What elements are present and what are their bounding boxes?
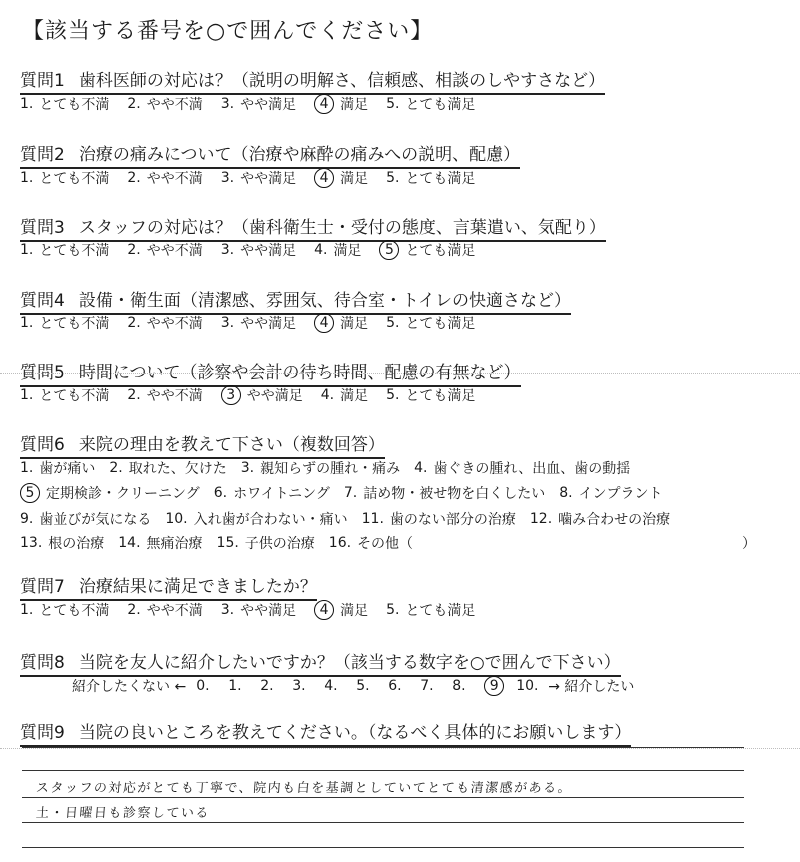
option-number: 11. [361,511,384,527]
option-number: 1. [20,602,34,618]
option-number: 5. [386,387,400,403]
q6-options-row [20,458,644,478]
option-number: 2. [127,96,141,112]
option-4[interactable] [321,385,368,405]
option-label: 入れ歯が合わない・痛い [193,512,348,528]
option-number: 1. [20,170,34,186]
option-label: 満足 [340,603,369,619]
option-label: やや満足 [240,316,297,332]
option-label: とても不満 [39,388,110,404]
q6-option[interactable] [20,509,151,529]
scale-value-text: 7. [420,678,434,694]
option-label: やや満足 [240,243,297,259]
question-number: 質問3 [20,218,65,238]
option-label: やや満足 [240,97,297,113]
q9-answer-line-1[interactable]: スタッフの対応がとても丁寧で、院内も白を基調としていてとても清潔感がある。 [35,781,573,796]
scale-value[interactable] [516,678,548,694]
option-label: その他（ [357,536,414,552]
question-text: 設備・衛生面（清潔感、雰囲気、待合室・トイレの快適さなど） [78,291,571,311]
option-label: とても不満 [39,171,110,187]
option-4[interactable] [314,240,361,260]
option-number: 1. [20,315,34,331]
option-number: 4. [320,387,335,403]
option-number: 3. [220,170,235,186]
question-title-8 [20,648,621,677]
option-label: やや不満 [146,243,203,259]
option-label: ホワイトニング [233,486,330,502]
scale-value[interactable] [324,678,356,694]
scale-value-text: 8. [452,678,466,694]
answer-options-q7 [20,600,493,620]
q6-options-row [20,483,677,503]
question-number: 質問5 [20,363,65,383]
question-title-6 [20,430,385,459]
option-label: とても不満 [39,97,110,113]
q6-option[interactable] [217,533,315,553]
option-label: 歯のない部分の治療 [389,512,516,528]
option-label: 満足 [340,316,369,332]
option-number: 3. [220,96,235,112]
option-number: 6. [213,485,228,501]
option-label: 満足 [340,97,369,113]
scale-value[interactable] [196,678,228,694]
question-text: 治療結果に満足できましたか？ [78,577,317,597]
answer-options-q3 [20,240,493,260]
option-3[interactable] [221,94,296,114]
instruction-header: 【該当する番号を○で囲んでください】 [22,19,434,44]
question-text: 来院の理由を教えて下さい（複数回答） [78,435,385,455]
option-label: とても満足 [405,243,476,259]
answer-options-q4 [20,313,493,333]
option-number: 2. [127,315,141,331]
option-label: 歯が痛い [39,461,96,477]
option-1[interactable] [20,240,109,260]
option-number: 9. [20,511,34,527]
option-number: 12. [529,511,553,527]
scale-value-text: 4. [324,678,338,694]
scale-value-selected[interactable] [484,676,516,696]
option-label: やや不満 [146,97,203,113]
option-number: 1. [20,242,34,258]
question-text: 当院を友人に紹介したいですか？（該当する数字を○で囲んで下さい） [78,653,621,673]
scale-value[interactable] [452,678,484,694]
option-number: 8. [559,485,573,501]
answer-line [22,847,744,848]
q6-option[interactable] [20,483,200,503]
question-text: 当院の良いところを教えてください。（なるべく具体的にお願いします） [78,723,632,743]
option-2[interactable] [127,385,202,405]
option-number: 4. [414,460,428,476]
option-3[interactable] [221,168,296,188]
q6-option[interactable] [530,509,670,529]
answer-options-q5 [20,385,493,405]
option-label: やや満足 [240,603,297,619]
option-label: 満足 [340,171,369,187]
option-label: とても満足 [405,388,476,404]
option-3[interactable] [221,385,303,405]
option-label: 噛み合わせの治療 [558,512,671,528]
option-2[interactable] [127,313,202,333]
question-number: 質問6 [20,435,65,455]
question-number: 質問8 [20,653,65,673]
scale-value[interactable] [356,678,388,694]
recommend-scale [72,676,644,696]
option-number: 5. [386,315,400,331]
option-label: とても不満 [39,243,110,259]
question-title-9 [20,718,631,747]
answer-line [22,797,744,798]
option-1[interactable] [20,600,109,620]
option-label: やや満足 [246,388,303,404]
circled-number: 5 [379,240,399,260]
scale-value[interactable] [228,678,260,694]
scale-left-label: 紹介したくない ← [72,679,187,695]
option-number: 16. [328,535,352,551]
option-label: 詰め物・被せ物を白くしたい [363,486,546,502]
circled-number: 4 [314,94,334,114]
q6-option[interactable] [344,483,545,503]
option-label: とても満足 [405,97,476,113]
option-label: とても満足 [405,316,476,332]
question-number: 質問9 [20,723,65,743]
q6-option[interactable] [414,458,630,478]
option-number: 2. [127,242,141,258]
option-label: インプラント [578,486,663,502]
question-number: 質問4 [20,291,65,311]
option-1[interactable] [20,168,109,188]
answer-line [22,747,744,748]
option-number: 1. [20,387,34,403]
circled-number: 4 [314,313,334,333]
scale-value-text: 5. [356,678,370,694]
option-5[interactable] [386,600,475,620]
option-2[interactable] [127,600,202,620]
option-5[interactable] [386,94,475,114]
option-number: 3. [240,460,255,476]
scale-value[interactable] [292,678,324,694]
answer-options-q2 [20,168,493,188]
circled-number: 5 [20,483,40,503]
option-number: 5. [386,170,400,186]
question-text: スタッフの対応は？（歯科衛生士・受付の態度、言葉遣い、気配り） [78,218,606,238]
q6-option[interactable] [362,509,516,529]
option-number: 15. [216,535,239,551]
question-text: 歯科医師の対応は？（説明の明解さ、信頼感、相談のしやすさなど） [78,71,606,91]
circled-number: 3 [221,385,241,405]
option-number: 3. [220,602,235,618]
q6-option[interactable] [214,483,330,503]
option-4[interactable] [314,600,368,620]
option-number: 2. [127,170,141,186]
option-label: とても不満 [39,316,110,332]
option-label: 親知らずの腫れ・痛み [260,461,401,477]
q6-option[interactable] [165,509,347,529]
q6-option[interactable] [559,483,662,503]
q9-answer-line-2[interactable]: 土・日曜日も診察している [35,806,211,821]
option-label: やや不満 [146,316,203,332]
answer-line [22,770,744,771]
option-number: 1. [20,460,34,476]
option-3[interactable] [221,240,296,260]
scale-value-text: 2. [260,678,274,694]
scale-value-text: 6. [388,678,402,694]
circled-number: 4 [314,168,334,188]
q6-option[interactable] [109,458,226,478]
option-number: 14. [118,535,141,551]
question-title-2 [20,140,520,169]
question-number: 質問7 [20,577,65,597]
option-number: 5. [386,602,400,618]
q6-option[interactable] [20,533,104,553]
option-label: 定期検診・クリーニング [46,486,200,502]
option-label: 満足 [340,388,369,404]
q6-option[interactable] [118,533,202,553]
option-number: 2. [127,602,141,618]
option-label: 歯ぐきの腫れ、出血、歯の動揺 [433,461,631,477]
circled-number: 4 [314,600,334,620]
option-number: 1. [20,96,34,112]
option-label: 取れた、欠けた [128,461,227,477]
scale-value-text: 0. [196,678,210,694]
answer-options-q1 [20,94,493,114]
option-number: 2. [127,387,141,403]
option-5[interactable] [386,313,475,333]
option-3[interactable] [221,600,296,620]
question-number: 質問2 [20,145,65,165]
scale-right-label: → 紹介したい [548,679,635,695]
option-number: 13. [20,535,43,551]
scale-value-text: 10. [516,678,539,694]
option-5[interactable] [386,385,475,405]
scale-value[interactable] [388,678,420,694]
option-label: とても満足 [405,171,476,187]
option-4[interactable] [314,313,368,333]
scale-value-text: 3. [292,678,306,694]
option-label: とても満足 [405,603,476,619]
option-label: 子供の治療 [244,536,315,552]
answer-line [22,822,744,823]
option-1[interactable] [20,385,109,405]
q6-other-close-paren: ） [742,536,756,552]
q6-option[interactable] [241,458,400,478]
option-label: 根の治療 [48,536,105,552]
option-number: 3. [220,242,235,258]
option-4[interactable] [314,168,368,188]
option-label: 歯並びが気になる [39,512,152,528]
option-number: 2. [109,460,123,476]
option-5[interactable] [386,168,475,188]
scale-value-text: 9 [484,676,504,696]
option-label: やや不満 [146,603,203,619]
option-label: 満足 [333,243,362,259]
option-number: 4. [314,242,328,258]
q6-option[interactable] [329,533,413,553]
option-1[interactable] [20,94,109,114]
question-title-7 [20,572,317,601]
question-title-3 [20,213,606,242]
option-label: やや満足 [240,171,297,187]
option-3[interactable] [221,313,296,333]
option-label: 無痛治療 [146,536,203,552]
question-number: 質問1 [20,71,65,91]
scale-value-text: 1. [228,678,242,694]
option-number: 5. [386,96,400,112]
question-title-4 [20,286,571,315]
scan-artifact-line [0,748,800,749]
option-1[interactable] [20,313,109,333]
option-2[interactable] [127,168,202,188]
option-4[interactable] [314,94,368,114]
q6-option[interactable] [20,458,95,478]
question-text: 時間について（診察や会計の待ち時間、配慮の有無など） [78,363,521,383]
scale-value[interactable] [420,678,452,694]
q6-options-row [20,533,427,553]
option-5[interactable] [379,240,475,260]
option-label: やや不満 [146,171,203,187]
scan-artifact-line [0,373,800,374]
option-label: とても不満 [39,603,110,619]
option-number: 7. [343,485,358,501]
option-number: 3. [220,315,235,331]
q6-options-row [20,509,684,529]
option-number: 10. [165,511,188,527]
option-2[interactable] [127,94,202,114]
option-2[interactable] [127,240,202,260]
option-label: やや不満 [146,388,203,404]
question-text: 治療の痛みについて（治療や麻酔の痛みへの説明、配慮） [78,145,521,165]
question-title-1 [20,66,605,95]
scale-value[interactable] [260,678,292,694]
